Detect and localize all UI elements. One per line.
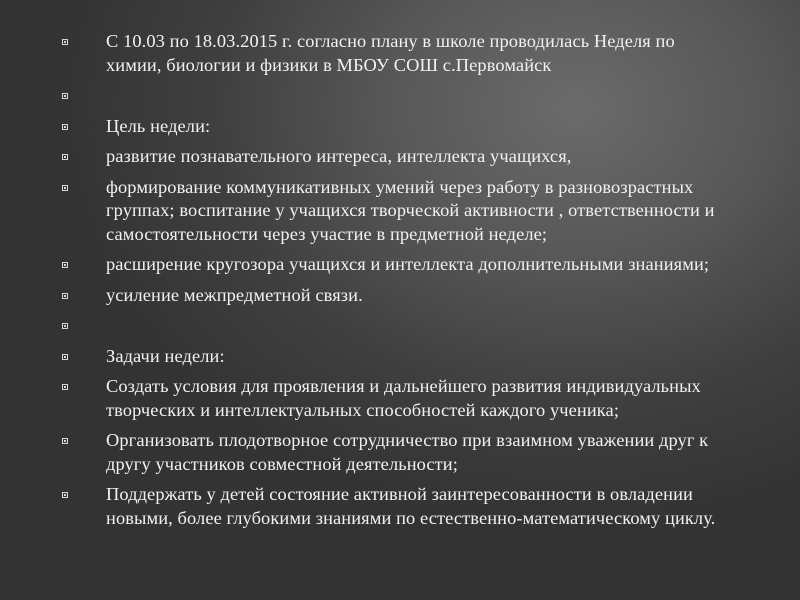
bullet-text: расширение кругозора учащихся и интеллекта дополнительными знаниями;	[106, 254, 710, 274]
bullet-text: формирование коммуникативных умений через работу в разновозрастных группах; воспитание у учащихся творческой активности , ответственности и самостоятельности через участие в предметной неделе;	[106, 176, 715, 244]
bullet-item-tasks-heading	[62, 345, 722, 369]
bullet-list	[62, 30, 722, 537]
bullet-item-task-3	[62, 483, 722, 530]
bullet-item-goal-4	[62, 284, 722, 308]
bullet-text: С 10.03 по 18.03.2015 г. согласно плану в школе проводилась Неделя по химии, биологии и физики в МБОУ СОШ с.Первомайск	[106, 31, 675, 75]
square-bullet-icon	[62, 124, 68, 130]
square-bullet-icon	[62, 492, 68, 498]
bullet-item-task-2	[62, 429, 722, 476]
bullet-text: Поддержать у детей состояние активной заинтересованности в овладении новыми, более глубокими знаниями по естественно-математическому циклу.	[106, 484, 716, 528]
square-bullet-icon	[62, 384, 68, 390]
bullet-text: развитие познавательного интереса, интеллекта учащихся,	[106, 146, 572, 166]
square-bullet-icon	[62, 154, 68, 160]
bullet-text: Задачи недели:	[106, 345, 225, 366]
bullet-item-goal-2	[62, 176, 722, 247]
bullet-item-dates	[62, 30, 722, 77]
bullet-item-goal-heading	[62, 115, 722, 139]
square-bullet-icon	[62, 93, 68, 99]
bullet-item-goal-1	[62, 145, 722, 169]
square-bullet-icon	[62, 39, 68, 45]
square-bullet-icon	[62, 323, 68, 329]
bullet-text: усиление межпредметной связи.	[106, 284, 363, 305]
bullet-text: Организовать плодотворное сотрудничество при взаимном уважении друг к другу участников совместной деятельности;	[106, 430, 709, 474]
square-bullet-icon	[62, 438, 68, 444]
bullet-item-empty	[62, 314, 722, 338]
square-bullet-icon	[62, 262, 68, 268]
bullet-item-goal-3	[62, 253, 722, 277]
square-bullet-icon	[62, 354, 68, 360]
bullet-item-task-1	[62, 375, 722, 422]
square-bullet-icon	[62, 185, 68, 191]
square-bullet-icon	[62, 293, 68, 299]
bullet-item-empty	[62, 84, 722, 108]
bullet-text: Создать условия для проявления и дальнейшего развития индивидуальных творческих и интеллектуальных способностей каждого ученика;	[106, 376, 701, 420]
bullet-text: Цель недели:	[106, 115, 211, 136]
